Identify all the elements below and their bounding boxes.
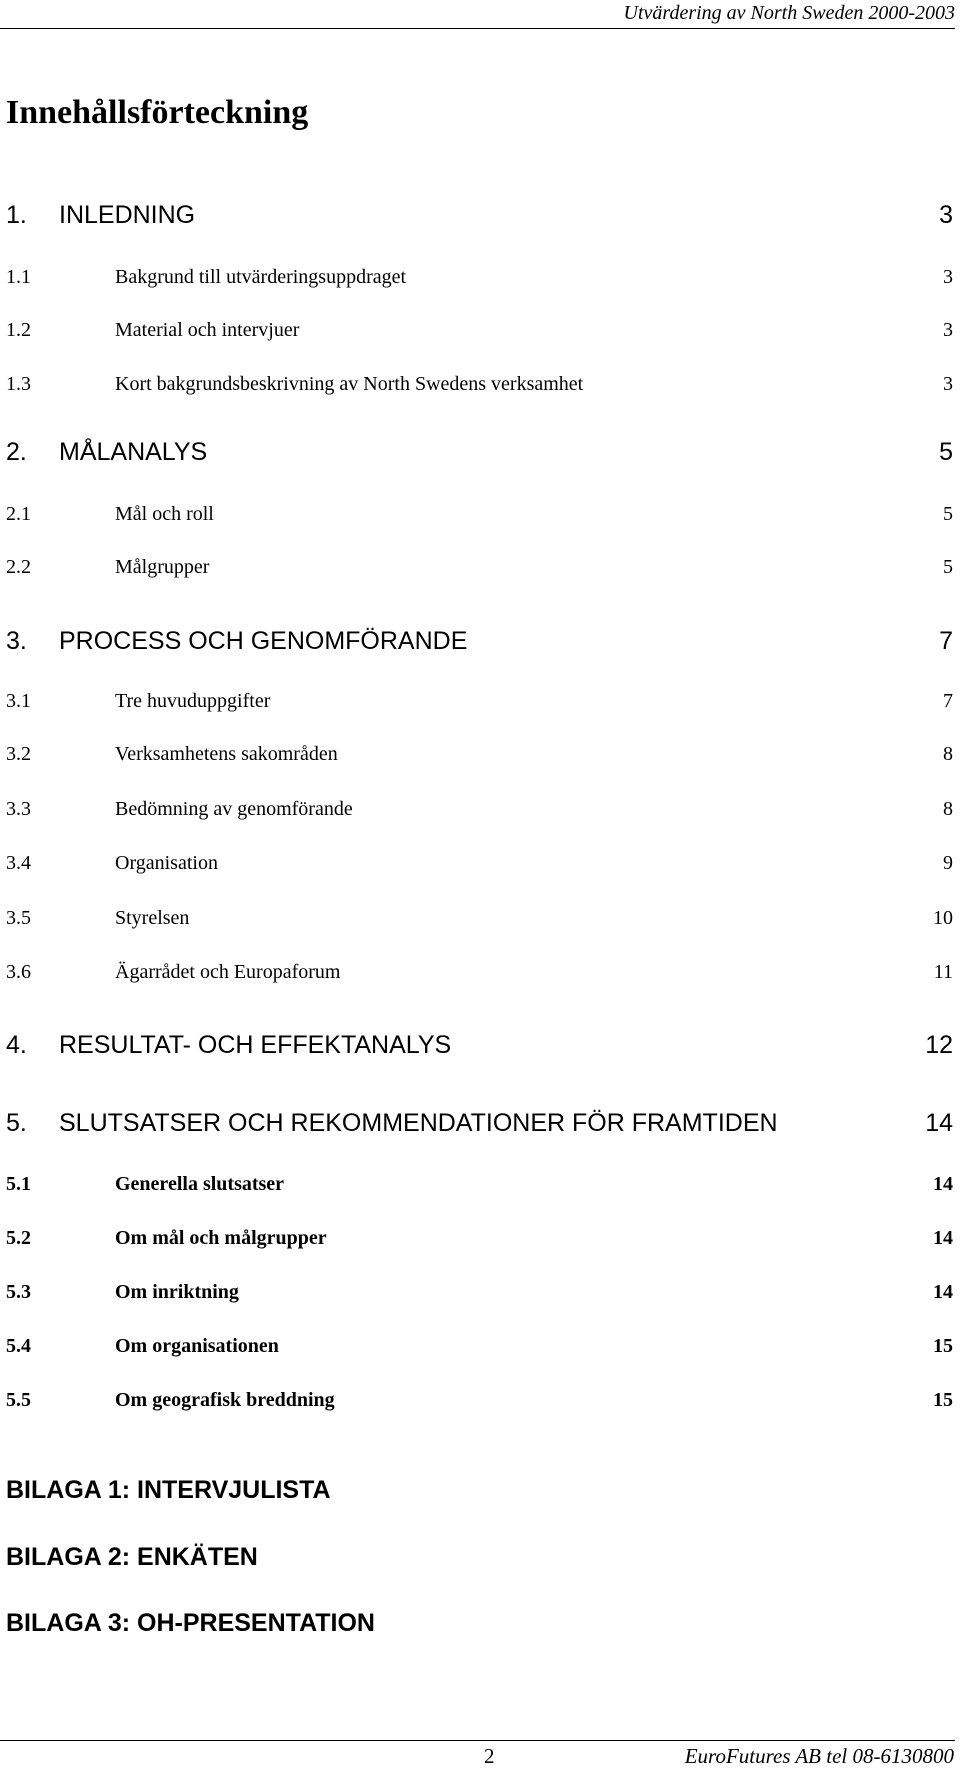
toc-entry-page: 5 xyxy=(939,438,953,466)
toc-entry-number: 2.1 xyxy=(6,503,31,525)
page-header xyxy=(0,0,955,29)
toc-entry-page: 10 xyxy=(933,907,953,929)
toc-entry-number: 1. xyxy=(6,201,27,229)
toc-entry-label: PROCESS OCH GENOMFÖRANDE xyxy=(59,627,468,655)
toc-entry-page: 5 xyxy=(943,503,953,525)
appendix-entry[interactable]: BILAGA 1: INTERVJULISTA xyxy=(6,1476,331,1504)
toc-entry-page: 15 xyxy=(933,1335,953,1357)
footer-page-number: 2 xyxy=(484,1744,495,1768)
toc-entry[interactable] xyxy=(6,194,953,228)
toc-entry[interactable] xyxy=(6,839,953,873)
toc-entry-number: 3.5 xyxy=(6,907,31,929)
toc-title: Innehållsförteckning xyxy=(6,94,309,131)
appendix-entry[interactable]: BILAGA 3: OH-PRESENTATION xyxy=(6,1609,375,1637)
toc-entry[interactable] xyxy=(6,894,953,928)
toc-entry-number: 3.2 xyxy=(6,743,31,765)
toc-entry[interactable] xyxy=(6,1160,953,1194)
toc-entry-page: 9 xyxy=(943,852,953,874)
toc-entry-page: 14 xyxy=(925,1109,953,1137)
toc-entry[interactable] xyxy=(6,1214,953,1248)
footer-company: EuroFutures AB tel 08-6130800 xyxy=(684,1744,954,1768)
toc-entry-label: Om mål och målgrupper xyxy=(115,1227,327,1249)
toc-entry-number: 1.2 xyxy=(6,319,31,341)
toc-entry-number: 5.1 xyxy=(6,1173,31,1195)
toc-entry[interactable] xyxy=(6,253,953,287)
toc-entry-label: Om organisationen xyxy=(115,1335,279,1357)
toc-entry[interactable] xyxy=(6,1024,953,1058)
toc-entry-label: Om inriktning xyxy=(115,1281,239,1303)
toc-entry-label: RESULTAT- OCH EFFEKTANALYS xyxy=(59,1031,452,1059)
toc-entry-label: Styrelsen xyxy=(115,907,190,929)
toc-entry-label: INLEDNING xyxy=(59,201,196,229)
toc-entry-label: Om geografisk breddning xyxy=(115,1389,335,1411)
toc-entry-number: 3.3 xyxy=(6,798,31,820)
toc-entry-label: Bakgrund till utvärderingsuppdraget xyxy=(115,266,407,288)
toc-entry-label: Tre huvuduppgifter xyxy=(115,690,271,712)
toc-entry-page: 3 xyxy=(939,201,953,229)
toc-entry-number: 2.2 xyxy=(6,556,31,578)
toc-entry[interactable] xyxy=(6,306,953,340)
toc-entry-page: 8 xyxy=(943,743,953,765)
toc-entry-page: 14 xyxy=(933,1227,953,1249)
toc-entry-page: 5 xyxy=(943,556,953,578)
toc-entry-page: 8 xyxy=(943,798,953,820)
toc-entry-number: 1.1 xyxy=(6,266,31,288)
toc-entry-number: 3.6 xyxy=(6,961,31,983)
toc-entry-number: 5.4 xyxy=(6,1335,31,1357)
toc-entry-number: 5.2 xyxy=(6,1227,31,1249)
toc-entry-label: Material och intervjuer xyxy=(115,319,300,341)
toc-entry[interactable] xyxy=(6,1376,953,1410)
header-title: Utvärdering av North Sweden 2000-2003 xyxy=(623,2,955,24)
toc-entry-number: 2. xyxy=(6,438,27,466)
toc-entry-page: 14 xyxy=(933,1281,953,1303)
toc-entry[interactable] xyxy=(6,431,953,465)
toc-entry-number: 3.1 xyxy=(6,690,31,712)
toc-entry-label: Bedömning av genomförande xyxy=(115,798,353,820)
toc-entry-page: 3 xyxy=(943,319,953,341)
toc-entry[interactable] xyxy=(6,490,953,524)
toc-entry[interactable] xyxy=(6,1102,953,1136)
toc-entry-page: 3 xyxy=(943,266,953,288)
toc-entry-page: 12 xyxy=(925,1031,953,1059)
toc-entry[interactable] xyxy=(6,543,953,577)
toc-entry[interactable] xyxy=(6,1268,953,1302)
toc-entry-page: 7 xyxy=(939,627,953,655)
toc-entry-label: SLUTSATSER OCH REKOMMENDATIONER FÖR FRAMTIDEN xyxy=(59,1109,778,1137)
toc-entry-label: Mål och roll xyxy=(115,503,214,525)
toc-entry-number: 4. xyxy=(6,1031,27,1059)
toc-entry-label: Målgrupper xyxy=(115,556,210,578)
toc-entry[interactable] xyxy=(6,677,953,711)
toc-entry-number: 3.4 xyxy=(6,852,31,874)
toc-entry-page: 14 xyxy=(933,1173,953,1195)
footer-divider xyxy=(0,1740,955,1741)
toc-entry-label: Verksamhetens sakområden xyxy=(115,743,338,765)
toc-entry[interactable] xyxy=(6,360,953,394)
toc-entry-number: 3. xyxy=(6,627,27,655)
toc-entry[interactable] xyxy=(6,785,953,819)
toc-entry[interactable] xyxy=(6,948,953,982)
toc-entry-number: 1.3 xyxy=(6,373,31,395)
toc-entry-label: Organisation xyxy=(115,852,218,874)
toc-entry[interactable] xyxy=(6,620,953,654)
toc-entry-page: 15 xyxy=(933,1389,953,1411)
toc-entry-number: 5. xyxy=(6,1109,27,1137)
toc-entry[interactable] xyxy=(6,1322,953,1356)
toc-entry-label: MÅLANALYS xyxy=(59,438,208,466)
toc-entry-label: Generella slutsatser xyxy=(115,1173,285,1195)
toc-entry-label: Ägarrådet och Europaforum xyxy=(115,961,341,983)
appendix-entry[interactable]: BILAGA 2: ENKÄTEN xyxy=(6,1543,258,1571)
toc-entry-page: 3 xyxy=(943,373,953,395)
toc-entry-label: Kort bakgrundsbeskrivning av North Swedens verksamhet xyxy=(115,373,584,395)
toc-entry-page: 11 xyxy=(933,961,953,983)
toc-entry-page: 7 xyxy=(943,690,953,712)
toc-entry-number: 5.3 xyxy=(6,1281,31,1303)
toc-entry[interactable] xyxy=(6,730,953,764)
toc-entry-number: 5.5 xyxy=(6,1389,31,1411)
